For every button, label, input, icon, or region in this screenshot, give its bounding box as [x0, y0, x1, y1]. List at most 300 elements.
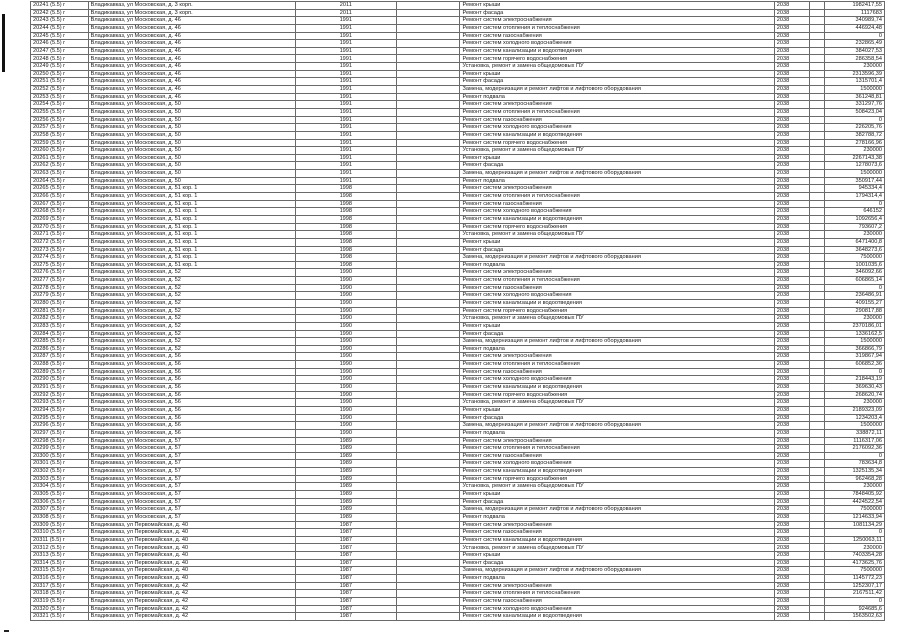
empty-cell	[810, 177, 825, 185]
table-row	[31, 93, 885, 101]
binder-edge-mark	[2, 14, 5, 72]
address-cell: Владикавказ, ул Московская, д. 56	[88, 429, 295, 437]
table-row	[31, 384, 885, 392]
empty-cell	[396, 391, 460, 399]
work-type-cell: Ремонт крыши	[460, 2, 774, 10]
table-row	[31, 231, 885, 239]
row-id-cell: 20308 (5.5) г	[31, 513, 89, 521]
address-cell: Владикавказ, ул Московская, д. 46	[88, 86, 295, 94]
planned-year-cell: 2038	[774, 605, 809, 613]
work-type-cell: Ремонт систем электроснабжения	[460, 521, 774, 529]
build-year-cell: 1991	[295, 70, 396, 78]
row-id-cell: 20321 (5.5) г	[31, 613, 89, 621]
planned-year-cell: 2038	[774, 200, 809, 208]
empty-cell	[396, 223, 460, 231]
address-cell: Владикавказ, ул Московская, д. 52	[88, 322, 295, 330]
address-cell: Владикавказ, ул Московская, д. 3 корп.	[88, 9, 295, 17]
address-cell: Владикавказ, ул Первомайская, д. 40	[88, 567, 295, 575]
table-row	[31, 506, 885, 514]
empty-cell	[396, 108, 460, 116]
table-row	[31, 322, 885, 330]
cost-cell: 0	[825, 32, 885, 40]
cost-cell: 2167511,42	[825, 590, 885, 598]
empty-cell	[810, 414, 825, 422]
empty-cell	[396, 9, 460, 17]
address-cell: Владикавказ, ул Московская, д. 56	[88, 422, 295, 430]
cost-cell: 793607,2	[825, 223, 885, 231]
build-year-cell: 1998	[295, 231, 396, 239]
planned-year-cell: 2038	[774, 513, 809, 521]
planned-year-cell: 2038	[774, 468, 809, 476]
empty-cell	[396, 200, 460, 208]
build-year-cell: 1990	[295, 277, 396, 285]
table-body	[31, 2, 885, 621]
empty-cell	[810, 55, 825, 63]
build-year-cell: 1991	[295, 177, 396, 185]
work-type-cell: Ремонт систем горячего водоснабжения	[460, 223, 774, 231]
planned-year-cell: 2038	[774, 613, 809, 621]
cost-cell: 361248,81	[825, 93, 885, 101]
build-year-cell: 1998	[295, 208, 396, 216]
row-id-cell: 20286 (5.5) г	[31, 345, 89, 353]
empty-cell	[810, 246, 825, 254]
build-year-cell: 1991	[295, 63, 396, 71]
table-row	[31, 269, 885, 277]
row-id-cell: 20280 (5.5) г	[31, 299, 89, 307]
planned-year-cell: 2038	[774, 32, 809, 40]
empty-cell	[810, 322, 825, 330]
work-type-cell: Ремонт систем канализации и водоотведения	[460, 468, 774, 476]
empty-cell	[396, 292, 460, 300]
empty-cell	[810, 139, 825, 147]
cost-cell: 1315701,4	[825, 78, 885, 86]
work-type-cell: Установка, ремонт и замена общедомовых ПУ	[460, 399, 774, 407]
build-year-cell: 1998	[295, 223, 396, 231]
cost-cell: 1278073,6	[825, 162, 885, 170]
empty-cell	[396, 437, 460, 445]
empty-cell	[396, 2, 460, 10]
planned-year-cell: 2038	[774, 384, 809, 392]
empty-cell	[396, 552, 460, 560]
work-type-cell: Ремонт систем канализации и водоотведения	[460, 131, 774, 139]
build-year-cell: 1989	[295, 437, 396, 445]
cost-cell: 1500000	[825, 422, 885, 430]
table-row	[31, 2, 885, 10]
cost-cell: 2189323,09	[825, 406, 885, 414]
planned-year-cell: 2038	[774, 108, 809, 116]
address-cell: Владикавказ, ул Московская, д. 51 кор. 1	[88, 254, 295, 262]
planned-year-cell: 2038	[774, 353, 809, 361]
build-year-cell: 1998	[295, 261, 396, 269]
row-id-cell: 20301 (5.5) г	[31, 460, 89, 468]
build-year-cell: 1989	[295, 445, 396, 453]
cost-cell: 924685,6	[825, 605, 885, 613]
empty-cell	[810, 70, 825, 78]
work-type-cell: Ремонт систем отопления и теплоснабжения	[460, 193, 774, 201]
build-year-cell: 1990	[295, 322, 396, 330]
work-type-cell: Ремонт систем газоснабжения	[460, 116, 774, 124]
cost-cell: 230000	[825, 231, 885, 239]
address-cell: Владикавказ, ул Московская, д. 3 корп.	[88, 2, 295, 10]
work-type-cell: Ремонт систем отопления и теплоснабжения	[460, 24, 774, 32]
row-id-cell: 20316 (5.5) г	[31, 575, 89, 583]
empty-cell	[810, 108, 825, 116]
work-type-cell: Ремонт подвала	[460, 429, 774, 437]
address-cell: Владикавказ, ул Московская, д. 56	[88, 391, 295, 399]
row-id-cell: 20291 (5.5) г	[31, 384, 89, 392]
row-id-cell: 20243 (5.5) г	[31, 17, 89, 25]
empty-cell	[810, 200, 825, 208]
planned-year-cell: 2038	[774, 139, 809, 147]
empty-cell	[396, 361, 460, 369]
empty-cell	[810, 353, 825, 361]
table-row	[31, 582, 885, 590]
work-type-cell: Ремонт подвала	[460, 345, 774, 353]
empty-cell	[810, 552, 825, 560]
address-cell: Владикавказ, ул Московская, д. 57	[88, 460, 295, 468]
work-type-cell: Ремонт систем канализации и водоотведения	[460, 384, 774, 392]
address-cell: Владикавказ, ул Московская, д. 51 кор. 1	[88, 215, 295, 223]
planned-year-cell: 2038	[774, 254, 809, 262]
address-cell: Владикавказ, ул Московская, д. 52	[88, 269, 295, 277]
cost-cell: 2370186,01	[825, 322, 885, 330]
work-type-cell: Ремонт подвала	[460, 177, 774, 185]
planned-year-cell: 2038	[774, 246, 809, 254]
address-cell: Владикавказ, ул Московская, д. 52	[88, 345, 295, 353]
work-type-cell: Ремонт систем газоснабжения	[460, 284, 774, 292]
row-id-cell: 20258 (5.5) г	[31, 131, 89, 139]
planned-year-cell: 2038	[774, 40, 809, 48]
address-cell: Владикавказ, ул Московская, д. 52	[88, 277, 295, 285]
address-cell: Владикавказ, ул Московская, д. 51 кор. 1	[88, 261, 295, 269]
empty-cell	[810, 147, 825, 155]
build-year-cell: 1991	[295, 47, 396, 55]
work-type-cell: Ремонт систем отопления и теплоснабжения	[460, 590, 774, 598]
address-cell: Владикавказ, ул Московская, д. 46	[88, 63, 295, 71]
work-type-cell: Ремонт систем холодного водоснабжения	[460, 376, 774, 384]
empty-cell	[810, 483, 825, 491]
table-row	[31, 475, 885, 483]
planned-year-cell: 2038	[774, 590, 809, 598]
build-year-cell: 1987	[295, 613, 396, 621]
row-id-cell: 20302 (5.5) г	[31, 468, 89, 476]
table-row	[31, 559, 885, 567]
cost-cell: 382788,72	[825, 131, 885, 139]
empty-cell	[396, 78, 460, 86]
build-year-cell: 1990	[295, 345, 396, 353]
cost-cell: 1500000	[825, 170, 885, 178]
build-year-cell: 1991	[295, 131, 396, 139]
address-cell: Владикавказ, ул Московская, д. 46	[88, 32, 295, 40]
address-cell: Владикавказ, ул Первомайская, д. 40	[88, 575, 295, 583]
build-year-cell: 1987	[295, 575, 396, 583]
planned-year-cell: 2038	[774, 55, 809, 63]
planned-year-cell: 2038	[774, 185, 809, 193]
build-year-cell: 1991	[295, 40, 396, 48]
empty-cell	[810, 292, 825, 300]
row-id-cell: 20292 (5.5) г	[31, 391, 89, 399]
table-row	[31, 338, 885, 346]
build-year-cell: 1990	[295, 429, 396, 437]
build-year-cell: 1990	[295, 284, 396, 292]
planned-year-cell: 2038	[774, 529, 809, 537]
empty-cell	[396, 445, 460, 453]
row-id-cell: 20313 (5.5) г	[31, 552, 89, 560]
empty-cell	[396, 613, 460, 621]
cost-cell: 384027,53	[825, 47, 885, 55]
planned-year-cell: 2038	[774, 124, 809, 132]
work-type-cell: Ремонт систем газоснабжения	[460, 529, 774, 537]
empty-cell	[810, 445, 825, 453]
address-cell: Владикавказ, ул Московская, д. 51 кор. 1	[88, 200, 295, 208]
cost-cell: 0	[825, 284, 885, 292]
planned-year-cell: 2038	[774, 536, 809, 544]
planned-year-cell: 2038	[774, 17, 809, 25]
planned-year-cell: 2038	[774, 78, 809, 86]
address-cell: Владикавказ, ул Московская, д. 46	[88, 40, 295, 48]
empty-cell	[396, 246, 460, 254]
planned-year-cell: 2038	[774, 277, 809, 285]
build-year-cell: 1990	[295, 292, 396, 300]
empty-cell	[810, 154, 825, 162]
build-year-cell: 1987	[295, 582, 396, 590]
address-cell: Владикавказ, ул Московская, д. 50	[88, 154, 295, 162]
table-row	[31, 521, 885, 529]
planned-year-cell: 2038	[774, 147, 809, 155]
address-cell: Владикавказ, ул Московская, д. 50	[88, 124, 295, 132]
build-year-cell: 1987	[295, 590, 396, 598]
table-row	[31, 40, 885, 48]
empty-cell	[810, 63, 825, 71]
planned-year-cell: 2038	[774, 368, 809, 376]
planned-year-cell: 2038	[774, 338, 809, 346]
empty-cell	[810, 261, 825, 269]
table-row	[31, 552, 885, 560]
build-year-cell: 1991	[295, 32, 396, 40]
work-type-cell: Ремонт крыши	[460, 552, 774, 560]
cost-cell: 1001035,6	[825, 261, 885, 269]
work-type-cell: Ремонт фасада	[460, 330, 774, 338]
row-id-cell: 20251 (5.5) г	[31, 78, 89, 86]
planned-year-cell: 2038	[774, 399, 809, 407]
row-id-cell: 20285 (5.5) г	[31, 338, 89, 346]
empty-cell	[810, 498, 825, 506]
build-year-cell: 1991	[295, 154, 396, 162]
table-row	[31, 452, 885, 460]
table-row	[31, 483, 885, 491]
planned-year-cell: 2038	[774, 299, 809, 307]
address-cell: Владикавказ, ул Московская, д. 51 кор. 1	[88, 246, 295, 254]
row-id-cell: 20309 (5.5) г	[31, 521, 89, 529]
work-type-cell: Ремонт крыши	[460, 322, 774, 330]
work-type-cell: Ремонт систем электроснабжения	[460, 353, 774, 361]
build-year-cell: 1987	[295, 544, 396, 552]
cost-cell: 1117683	[825, 9, 885, 17]
empty-cell	[810, 215, 825, 223]
address-cell: Владикавказ, ул Московская, д. 50	[88, 147, 295, 155]
empty-cell	[810, 567, 825, 575]
cost-cell: 606852,36	[825, 361, 885, 369]
empty-cell	[396, 40, 460, 48]
empty-cell	[810, 9, 825, 17]
empty-cell	[396, 422, 460, 430]
empty-cell	[396, 330, 460, 338]
row-id-cell: 20314 (5.5) г	[31, 559, 89, 567]
work-type-cell: Установка, ремонт и замена общедомовых ПУ	[460, 315, 774, 323]
empty-cell	[396, 101, 460, 109]
build-year-cell: 1990	[295, 368, 396, 376]
empty-cell	[810, 116, 825, 124]
build-year-cell: 1990	[295, 353, 396, 361]
table-row	[31, 185, 885, 193]
table-row	[31, 9, 885, 17]
empty-cell	[396, 307, 460, 315]
planned-year-cell: 2038	[774, 437, 809, 445]
empty-cell	[810, 124, 825, 132]
empty-cell	[810, 299, 825, 307]
build-year-cell: 1998	[295, 185, 396, 193]
table-row	[31, 223, 885, 231]
empty-cell	[396, 299, 460, 307]
table-row	[31, 345, 885, 353]
cost-cell: 0	[825, 116, 885, 124]
address-cell: Владикавказ, ул Первомайская, д. 40	[88, 521, 295, 529]
row-id-cell: 20256 (5.5) г	[31, 116, 89, 124]
build-year-cell: 2011	[295, 2, 396, 10]
empty-cell	[810, 93, 825, 101]
empty-cell	[396, 32, 460, 40]
table-row	[31, 277, 885, 285]
row-id-cell: 20318 (5.5) г	[31, 590, 89, 598]
work-type-cell: Ремонт систем горячего водоснабжения	[460, 391, 774, 399]
planned-year-cell: 2038	[774, 452, 809, 460]
empty-cell	[396, 452, 460, 460]
work-type-cell: Установка, ремонт и замена общедомовых ПУ	[460, 483, 774, 491]
cost-cell: 962468,28	[825, 475, 885, 483]
table-row	[31, 208, 885, 216]
empty-cell	[810, 170, 825, 178]
address-cell: Владикавказ, ул Московская, д. 56	[88, 399, 295, 407]
table-row	[31, 78, 885, 86]
cost-cell: 0	[825, 597, 885, 605]
empty-cell	[810, 17, 825, 25]
cost-cell: 1092656,4	[825, 215, 885, 223]
build-year-cell: 1990	[295, 307, 396, 315]
planned-year-cell: 2038	[774, 9, 809, 17]
address-cell: Владикавказ, ул Московская, д. 57	[88, 491, 295, 499]
work-type-cell: Ремонт крыши	[460, 154, 774, 162]
work-type-cell: Установка, ремонт и замена общедомовых ПУ	[460, 147, 774, 155]
planned-year-cell: 2038	[774, 414, 809, 422]
table-row	[31, 399, 885, 407]
planned-year-cell: 2038	[774, 429, 809, 437]
build-year-cell: 1987	[295, 597, 396, 605]
build-year-cell: 1987	[295, 559, 396, 567]
work-type-cell: Замена, модернизация и ремонт лифтов и лифтового оборудования	[460, 506, 774, 514]
planned-year-cell: 2038	[774, 2, 809, 10]
empty-cell	[810, 475, 825, 483]
empty-cell	[810, 391, 825, 399]
build-year-cell: 1987	[295, 529, 396, 537]
planned-year-cell: 2038	[774, 330, 809, 338]
planned-year-cell: 2038	[774, 315, 809, 323]
work-type-cell: Установка, ремонт и замена общедомовых ПУ	[460, 231, 774, 239]
cost-cell: 1325135,34	[825, 468, 885, 476]
work-type-cell: Ремонт фасада	[460, 162, 774, 170]
empty-cell	[396, 55, 460, 63]
table-row	[31, 376, 885, 384]
build-year-cell: 1990	[295, 406, 396, 414]
cost-cell: 1145772,23	[825, 575, 885, 583]
work-type-cell: Ремонт систем горячего водоснабжения	[460, 475, 774, 483]
address-cell: Владикавказ, ул Московская, д. 50	[88, 170, 295, 178]
planned-year-cell: 2038	[774, 445, 809, 453]
planned-year-cell: 2038	[774, 361, 809, 369]
table-row	[31, 193, 885, 201]
row-id-cell: 20264 (5.5) г	[31, 177, 89, 185]
address-cell: Владикавказ, ул Первомайская, д. 40	[88, 544, 295, 552]
planned-year-cell: 2038	[774, 86, 809, 94]
empty-cell	[396, 498, 460, 506]
empty-cell	[396, 483, 460, 491]
build-year-cell: 1989	[295, 460, 396, 468]
work-type-cell: Ремонт систем канализации и водоотведения	[460, 299, 774, 307]
address-cell: Владикавказ, ул Московская, д. 46	[88, 93, 295, 101]
empty-cell	[810, 361, 825, 369]
empty-cell	[396, 17, 460, 25]
planned-year-cell: 2038	[774, 47, 809, 55]
empty-cell	[810, 399, 825, 407]
work-type-cell: Ремонт подвала	[460, 261, 774, 269]
empty-cell	[396, 185, 460, 193]
planned-year-cell: 2038	[774, 70, 809, 78]
empty-cell	[396, 460, 460, 468]
address-cell: Владикавказ, ул Московская, д. 50	[88, 108, 295, 116]
cost-cell: 0	[825, 452, 885, 460]
work-type-cell: Ремонт фасада	[460, 498, 774, 506]
cost-cell: 278166,96	[825, 139, 885, 147]
cost-cell: 331297,76	[825, 101, 885, 109]
build-year-cell: 1989	[295, 513, 396, 521]
empty-cell	[810, 345, 825, 353]
planned-year-cell: 2038	[774, 231, 809, 239]
work-type-cell: Ремонт крыши	[460, 491, 774, 499]
cost-cell: 232865,49	[825, 40, 885, 48]
row-id-cell: 20275 (5.5) г	[31, 261, 89, 269]
row-id-cell: 20271 (5.5) г	[31, 231, 89, 239]
address-cell: Владикавказ, ул Московская, д. 46	[88, 24, 295, 32]
row-id-cell: 20306 (5.5) г	[31, 498, 89, 506]
empty-cell	[810, 521, 825, 529]
empty-cell	[396, 162, 460, 170]
empty-cell	[810, 506, 825, 514]
empty-cell	[396, 506, 460, 514]
cost-cell: 409155,27	[825, 299, 885, 307]
build-year-cell: 1990	[295, 376, 396, 384]
build-year-cell: 1989	[295, 452, 396, 460]
row-id-cell: 20273 (5.5) г	[31, 246, 89, 254]
table-row	[31, 177, 885, 185]
empty-cell	[810, 24, 825, 32]
empty-cell	[396, 414, 460, 422]
build-year-cell: 1989	[295, 475, 396, 483]
row-id-cell: 20319 (5.5) г	[31, 597, 89, 605]
work-type-cell: Замена, модернизация и ремонт лифтов и лифтового оборудования	[460, 338, 774, 346]
row-id-cell: 20257 (5.5) г	[31, 124, 89, 132]
planned-year-cell: 2038	[774, 215, 809, 223]
row-id-cell: 20272 (5.5) г	[31, 238, 89, 246]
cost-cell: 1500000	[825, 86, 885, 94]
